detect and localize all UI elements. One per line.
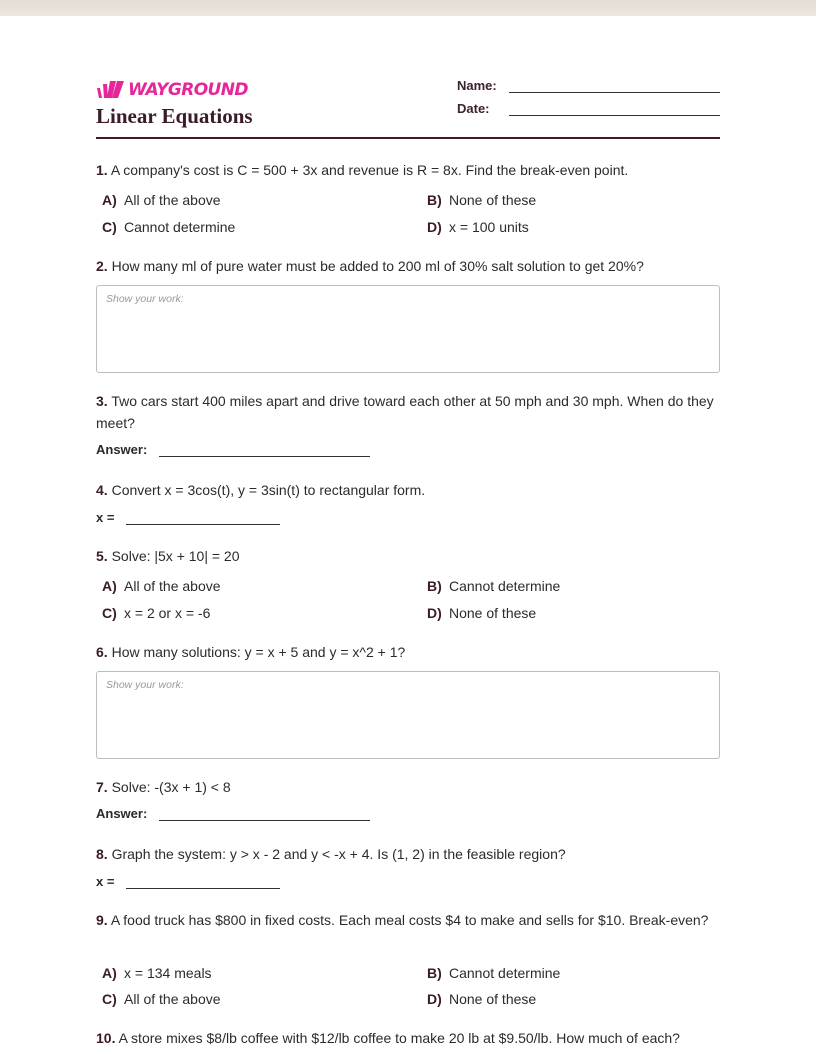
option-a[interactable] <box>102 965 212 981</box>
question-number: 6. <box>96 644 108 660</box>
answer-field[interactable] <box>96 806 370 821</box>
option-text: All of the above <box>124 991 221 1007</box>
option-d[interactable] <box>427 605 536 621</box>
question-4 <box>96 479 720 525</box>
option-letter: A) <box>102 578 117 594</box>
work-hint: Show your work: <box>106 679 184 691</box>
option-letter: B) <box>427 192 442 208</box>
option-c[interactable] <box>102 991 221 1007</box>
question-prompt: Solve: |5x + 10| = 20 <box>111 548 240 564</box>
question-prompt: How many solutions: y = x + 5 and y = x^2 + 1? <box>111 644 406 660</box>
brand-logo-text: WAYGROUND <box>128 80 248 100</box>
question-9 <box>96 909 720 1007</box>
question-number: 7. <box>96 779 108 795</box>
question-7 <box>96 776 720 821</box>
option-d[interactable] <box>427 991 536 1007</box>
question-prompt: How many ml of pure water must be added to 200 ml of 30% salt solution to get 20%? <box>111 258 644 274</box>
option-letter: C) <box>102 605 117 621</box>
question-prompt: A company's cost is C = 500 + 3x and revenue is R = 8x. Find the break-even point. <box>110 162 629 178</box>
question-number: 5. <box>96 548 108 564</box>
question-3 <box>96 390 720 457</box>
answer-field[interactable] <box>96 874 280 889</box>
answer-field[interactable] <box>96 442 370 457</box>
option-letter: A) <box>102 965 117 981</box>
option-text: x = 134 meals <box>124 965 212 981</box>
header-divider <box>96 137 720 139</box>
answer-line[interactable] <box>126 524 280 525</box>
option-text: Cannot determine <box>449 965 561 981</box>
question-text <box>96 641 720 663</box>
option-letter: C) <box>102 219 117 235</box>
option-b[interactable] <box>427 965 560 981</box>
option-text: Cannot determine <box>124 219 236 235</box>
question-text <box>96 255 720 277</box>
question-prompt: Graph the system: y > x - 2 and y < -x + 4. Is (1, 2) in the feasible region? <box>111 846 566 862</box>
option-letter: D) <box>427 991 442 1007</box>
name-label: Name: <box>457 78 497 93</box>
answer-label: Answer: <box>96 442 148 457</box>
question-1 <box>96 159 720 235</box>
work-hint: Show your work: <box>106 293 184 305</box>
option-letter: A) <box>102 192 117 208</box>
question-number: 2. <box>96 258 108 274</box>
option-a[interactable] <box>102 192 221 208</box>
option-letter: C) <box>102 991 117 1007</box>
option-letter: B) <box>427 965 442 981</box>
worksheet-title: Linear Equations <box>96 104 253 128</box>
option-text: None of these <box>449 192 537 208</box>
option-c[interactable] <box>102 605 210 621</box>
option-text: x = 2 or x = -6 <box>124 605 211 621</box>
question-number: 3. <box>96 393 108 409</box>
question-number: 8. <box>96 846 108 862</box>
option-letter: D) <box>427 219 442 235</box>
question-text <box>96 545 720 567</box>
option-b[interactable] <box>427 578 560 594</box>
question-number: 1. <box>96 162 108 178</box>
question-number: 10. <box>96 1030 116 1046</box>
answer-field[interactable] <box>96 510 280 525</box>
wayground-logo-icon <box>96 80 126 100</box>
question-8 <box>96 843 720 889</box>
option-text: Cannot determine <box>449 578 561 594</box>
question-text <box>96 159 720 181</box>
option-letter: B) <box>427 578 442 594</box>
worksheet-header <box>96 74 720 140</box>
brand-logo <box>96 80 248 100</box>
question-prompt: A store mixes $8/lb coffee with $12/lb coffee to make 20 lb at $9.50/lb. How much of each? <box>118 1030 680 1046</box>
question-text <box>96 1027 720 1049</box>
option-c[interactable] <box>102 219 235 235</box>
question-2 <box>96 255 720 305</box>
date-label: Date: <box>457 101 490 116</box>
option-text: All of the above <box>124 578 221 594</box>
answer-label: x = <box>96 874 115 889</box>
question-6 <box>96 641 720 691</box>
option-b[interactable] <box>427 192 536 208</box>
question-10 <box>96 1027 720 1049</box>
question-prompt: Convert x = 3cos(t), y = 3sin(t) to rectangular form. <box>111 482 426 498</box>
question-prompt: A food truck has $800 in fixed costs. Each meal costs $4 to make and sells for $10. Break-even? <box>110 912 709 928</box>
answer-line[interactable] <box>159 456 370 457</box>
option-text: None of these <box>449 605 537 621</box>
answer-label: x = <box>96 510 115 525</box>
option-text: All of the above <box>124 192 221 208</box>
question-number: 4. <box>96 482 108 498</box>
date-line[interactable] <box>509 115 720 116</box>
option-text: None of these <box>449 991 537 1007</box>
question-prompt: Two cars start 400 miles apart and drive toward each other at 50 mph and 30 mph. When do they meet? <box>96 393 714 431</box>
date-field[interactable] <box>457 101 720 116</box>
option-letter: D) <box>427 605 442 621</box>
name-line[interactable] <box>509 92 720 93</box>
top-bar <box>0 0 816 16</box>
work-box[interactable] <box>96 671 720 759</box>
option-text: x = 100 units <box>449 219 529 235</box>
question-prompt: Solve: -(3x + 1) < 8 <box>111 779 231 795</box>
question-text <box>96 479 720 501</box>
name-field[interactable] <box>457 78 720 93</box>
option-a[interactable] <box>102 578 221 594</box>
question-text <box>96 390 720 434</box>
question-number: 9. <box>96 912 108 928</box>
answer-line[interactable] <box>126 888 280 889</box>
question-text <box>96 776 720 798</box>
question-text <box>96 843 720 865</box>
question-text <box>96 909 720 931</box>
answer-label: Answer: <box>96 806 148 821</box>
work-box[interactable] <box>96 285 720 373</box>
question-5 <box>96 545 720 621</box>
answer-line[interactable] <box>159 820 370 821</box>
option-d[interactable] <box>427 219 529 235</box>
